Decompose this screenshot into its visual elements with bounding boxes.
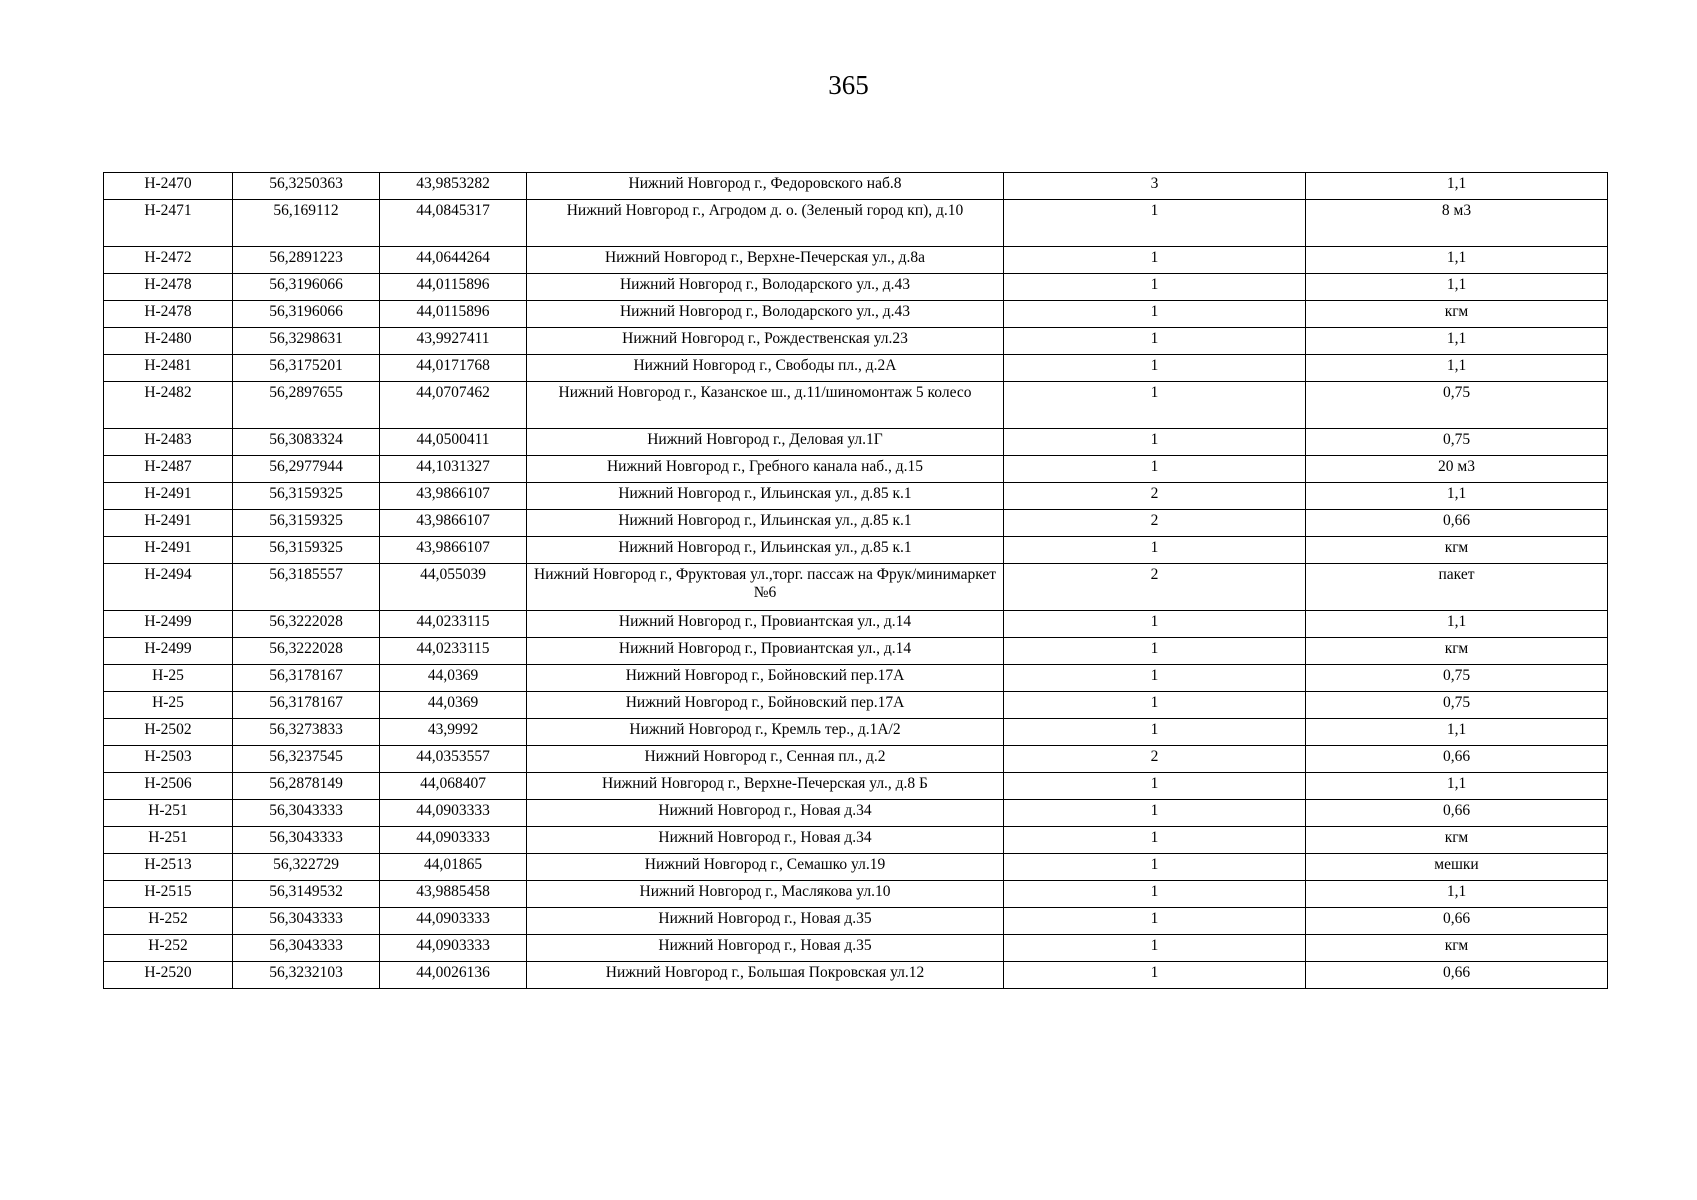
cell-latitude: 56,2977944 [233,456,380,483]
cell-site-id: Н-25 [104,665,233,692]
cell-address: Нижний Новгород г., Новая д.34 [527,800,1004,827]
cell-container-volume: 0,66 [1306,908,1608,935]
cell-container-volume: 1,1 [1306,274,1608,301]
cell-container-volume: 0,66 [1306,962,1608,989]
cell-longitude: 44,0026136 [380,962,527,989]
cell-longitude: 44,0353557 [380,746,527,773]
cell-longitude: 44,0233115 [380,638,527,665]
cell-longitude: 44,0500411 [380,429,527,456]
cell-container-count: 1 [1004,355,1306,382]
cell-latitude: 56,3273833 [233,719,380,746]
cell-longitude: 43,9866107 [380,510,527,537]
cell-container-volume: 1,1 [1306,247,1608,274]
cell-longitude: 44,1031327 [380,456,527,483]
cell-longitude: 44,0115896 [380,274,527,301]
cell-container-count: 1 [1004,611,1306,638]
table-row [104,665,1608,692]
cell-site-id: Н-252 [104,935,233,962]
table-row [104,301,1608,328]
cell-address: Нижний Новгород г., Ильинская ул., д.85 к.1 [527,483,1004,510]
cell-container-volume: кгм [1306,537,1608,564]
cell-container-volume: 0,75 [1306,382,1608,429]
cell-longitude: 43,9866107 [380,537,527,564]
cell-container-volume: 0,66 [1306,510,1608,537]
cell-address: Нижний Новгород г., Новая д.34 [527,827,1004,854]
cell-latitude: 56,2878149 [233,773,380,800]
cell-latitude: 56,3043333 [233,800,380,827]
cell-latitude: 56,3222028 [233,638,380,665]
cell-latitude: 56,3298631 [233,328,380,355]
cell-container-volume: кгм [1306,638,1608,665]
cell-container-volume: кгм [1306,301,1608,328]
table-row [104,274,1608,301]
cell-container-volume: 1,1 [1306,881,1608,908]
cell-latitude: 56,3196066 [233,301,380,328]
cell-container-count: 1 [1004,429,1306,456]
cell-latitude: 56,2891223 [233,247,380,274]
cell-container-count: 2 [1004,746,1306,773]
cell-longitude: 44,0171768 [380,355,527,382]
cell-site-id: Н-2483 [104,429,233,456]
table-row [104,564,1608,611]
cell-address: Нижний Новгород г., Новая д.35 [527,935,1004,962]
cell-site-id: Н-2520 [104,962,233,989]
cell-longitude: 44,0233115 [380,611,527,638]
cell-longitude: 43,9927411 [380,328,527,355]
table-row [104,355,1608,382]
cell-longitude: 44,0369 [380,665,527,692]
cell-site-id: Н-251 [104,800,233,827]
cell-address: Нижний Новгород г., Бойновский пер.17А [527,665,1004,692]
cell-container-volume: 1,1 [1306,355,1608,382]
cell-container-volume: 0,75 [1306,692,1608,719]
cell-longitude: 44,0369 [380,692,527,719]
cell-latitude: 56,3043333 [233,935,380,962]
cell-site-id: Н-2487 [104,456,233,483]
table-row [104,638,1608,665]
cell-longitude: 44,0903333 [380,827,527,854]
cell-longitude: 44,055039 [380,564,527,611]
cell-address: Нижний Новгород г., Федоровского наб.8 [527,173,1004,200]
cell-container-count: 1 [1004,274,1306,301]
table-row [104,800,1608,827]
cell-latitude: 56,3232103 [233,962,380,989]
cell-address: Нижний Новгород г., Кремль тер., д.1А/2 [527,719,1004,746]
cell-site-id: Н-2515 [104,881,233,908]
cell-latitude: 56,3237545 [233,746,380,773]
cell-container-count: 1 [1004,935,1306,962]
cell-address: Нижний Новгород г., Володарского ул., д.43 [527,274,1004,301]
cell-container-volume: 1,1 [1306,328,1608,355]
cell-container-count: 1 [1004,827,1306,854]
cell-address: Нижний Новгород г., Новая д.35 [527,908,1004,935]
cell-address: Нижний Новгород г., Деловая ул.1Г [527,429,1004,456]
cell-address: Нижний Новгород г., Агродом д. о. (Зеленый город кп), д.10 [527,200,1004,247]
cell-longitude: 43,9866107 [380,483,527,510]
cell-site-id: Н-252 [104,908,233,935]
cell-site-id: Н-2499 [104,638,233,665]
cell-address: Нижний Новгород г., Фруктовая ул.,торг. пассаж на Фрук/минимаркет №6 [527,564,1004,611]
cell-container-count: 1 [1004,773,1306,800]
cell-longitude: 44,0903333 [380,935,527,962]
cell-address: Нижний Новгород г., Ильинская ул., д.85 к.1 [527,537,1004,564]
table-row [104,908,1608,935]
cell-longitude: 44,0903333 [380,800,527,827]
cell-longitude: 44,0903333 [380,908,527,935]
cell-latitude: 56,169112 [233,200,380,247]
cell-container-volume: 1,1 [1306,719,1608,746]
cell-latitude: 56,3159325 [233,510,380,537]
cell-address: Нижний Новгород г., Провиантская ул., д.14 [527,611,1004,638]
cell-site-id: Н-2482 [104,382,233,429]
table-body [104,173,1608,989]
cell-latitude: 56,3185557 [233,564,380,611]
cell-address: Нижний Новгород г., Сенная пл., д.2 [527,746,1004,773]
cell-site-id: Н-2502 [104,719,233,746]
table-row [104,200,1608,247]
table-row [104,827,1608,854]
cell-container-volume: 8 м3 [1306,200,1608,247]
cell-site-id: Н-2491 [104,483,233,510]
cell-container-count: 1 [1004,537,1306,564]
cell-container-volume: пакет [1306,564,1608,611]
table-row [104,881,1608,908]
cell-container-count: 2 [1004,510,1306,537]
cell-container-volume: 1,1 [1306,483,1608,510]
cell-container-count: 1 [1004,881,1306,908]
cell-container-count: 1 [1004,962,1306,989]
table-row [104,962,1608,989]
cell-address: Нижний Новгород г., Верхне-Печерская ул., д.8 Б [527,773,1004,800]
cell-container-count: 1 [1004,854,1306,881]
cell-container-volume: кгм [1306,827,1608,854]
cell-container-volume: 0,75 [1306,665,1608,692]
cell-latitude: 56,3222028 [233,611,380,638]
table-row [104,456,1608,483]
cell-container-count: 1 [1004,301,1306,328]
page-number: 365 [828,70,869,100]
cell-site-id: Н-2478 [104,274,233,301]
cell-longitude: 44,0644264 [380,247,527,274]
cell-container-count: 2 [1004,564,1306,611]
cell-container-count: 1 [1004,908,1306,935]
cell-latitude: 56,3083324 [233,429,380,456]
cell-longitude: 43,9853282 [380,173,527,200]
cell-container-count: 2 [1004,483,1306,510]
cell-container-volume: 1,1 [1306,173,1608,200]
cell-latitude: 56,3159325 [233,537,380,564]
table-row [104,773,1608,800]
cell-latitude: 56,3159325 [233,483,380,510]
table-row [104,173,1608,200]
cell-address: Нижний Новгород г., Свободы пл., д.2А [527,355,1004,382]
cell-container-count: 1 [1004,692,1306,719]
cell-container-volume: 1,1 [1306,773,1608,800]
cell-container-count: 1 [1004,200,1306,247]
cell-longitude: 44,0845317 [380,200,527,247]
table-row [104,935,1608,962]
cell-address: Нижний Новгород г., Бойновский пер.17А [527,692,1004,719]
cell-address: Нижний Новгород г., Большая Покровская ул.12 [527,962,1004,989]
table-row [104,692,1608,719]
table-row [104,510,1608,537]
cell-site-id: Н-2503 [104,746,233,773]
cell-site-id: Н-2470 [104,173,233,200]
cell-site-id: Н-2478 [104,301,233,328]
cell-site-id: Н-2513 [104,854,233,881]
table-row [104,328,1608,355]
container-sites-table [103,172,1608,989]
cell-longitude: 44,068407 [380,773,527,800]
cell-container-count: 1 [1004,247,1306,274]
cell-address: Нижний Новгород г., Рождественская ул.23 [527,328,1004,355]
cell-latitude: 56,322729 [233,854,380,881]
table-row [104,247,1608,274]
cell-address: Нижний Новгород г., Провиантская ул., д.14 [527,638,1004,665]
cell-site-id: Н-251 [104,827,233,854]
cell-longitude: 43,9885458 [380,881,527,908]
cell-site-id: Н-2471 [104,200,233,247]
cell-container-count: 1 [1004,719,1306,746]
cell-container-volume: 0,75 [1306,429,1608,456]
cell-site-id: Н-2472 [104,247,233,274]
table-row [104,429,1608,456]
cell-site-id: Н-2506 [104,773,233,800]
cell-container-volume: 0,66 [1306,746,1608,773]
cell-latitude: 56,3250363 [233,173,380,200]
table-row [104,611,1608,638]
cell-site-id: Н-2494 [104,564,233,611]
table-row [104,854,1608,881]
cell-latitude: 56,2897655 [233,382,380,429]
cell-latitude: 56,3178167 [233,665,380,692]
cell-container-volume: мешки [1306,854,1608,881]
cell-container-count: 1 [1004,665,1306,692]
cell-latitude: 56,3043333 [233,827,380,854]
cell-address: Нижний Новгород г., Володарского ул., д.43 [527,301,1004,328]
cell-longitude: 44,0707462 [380,382,527,429]
cell-latitude: 56,3196066 [233,274,380,301]
cell-longitude: 43,9992 [380,719,527,746]
cell-address: Нижний Новгород г., Верхне-Печерская ул., д.8а [527,247,1004,274]
cell-site-id: Н-25 [104,692,233,719]
cell-address: Нижний Новгород г., Ильинская ул., д.85 к.1 [527,510,1004,537]
cell-latitude: 56,3149532 [233,881,380,908]
cell-latitude: 56,3043333 [233,908,380,935]
cell-address: Нижний Новгород г., Маслякова ул.10 [527,881,1004,908]
cell-container-count: 1 [1004,456,1306,483]
cell-longitude: 44,01865 [380,854,527,881]
cell-container-count: 3 [1004,173,1306,200]
table-row [104,746,1608,773]
table-row [104,382,1608,429]
cell-site-id: Н-2499 [104,611,233,638]
cell-address: Нижний Новгород г., Семашко ул.19 [527,854,1004,881]
cell-container-volume: 20 м3 [1306,456,1608,483]
cell-latitude: 56,3178167 [233,692,380,719]
table-row [104,719,1608,746]
cell-container-count: 1 [1004,800,1306,827]
cell-latitude: 56,3175201 [233,355,380,382]
cell-container-volume: 1,1 [1306,611,1608,638]
cell-address: Нижний Новгород г., Казанское ш., д.11/шиномонтаж 5 колесо [527,382,1004,429]
cell-site-id: Н-2480 [104,328,233,355]
cell-container-volume: кгм [1306,935,1608,962]
cell-container-volume: 0,66 [1306,800,1608,827]
cell-container-count: 1 [1004,382,1306,429]
cell-container-count: 1 [1004,328,1306,355]
table-row [104,483,1608,510]
cell-site-id: Н-2481 [104,355,233,382]
cell-site-id: Н-2491 [104,510,233,537]
cell-site-id: Н-2491 [104,537,233,564]
cell-container-count: 1 [1004,638,1306,665]
table-row [104,537,1608,564]
cell-address: Нижний Новгород г., Гребного канала наб., д.15 [527,456,1004,483]
cell-longitude: 44,0115896 [380,301,527,328]
